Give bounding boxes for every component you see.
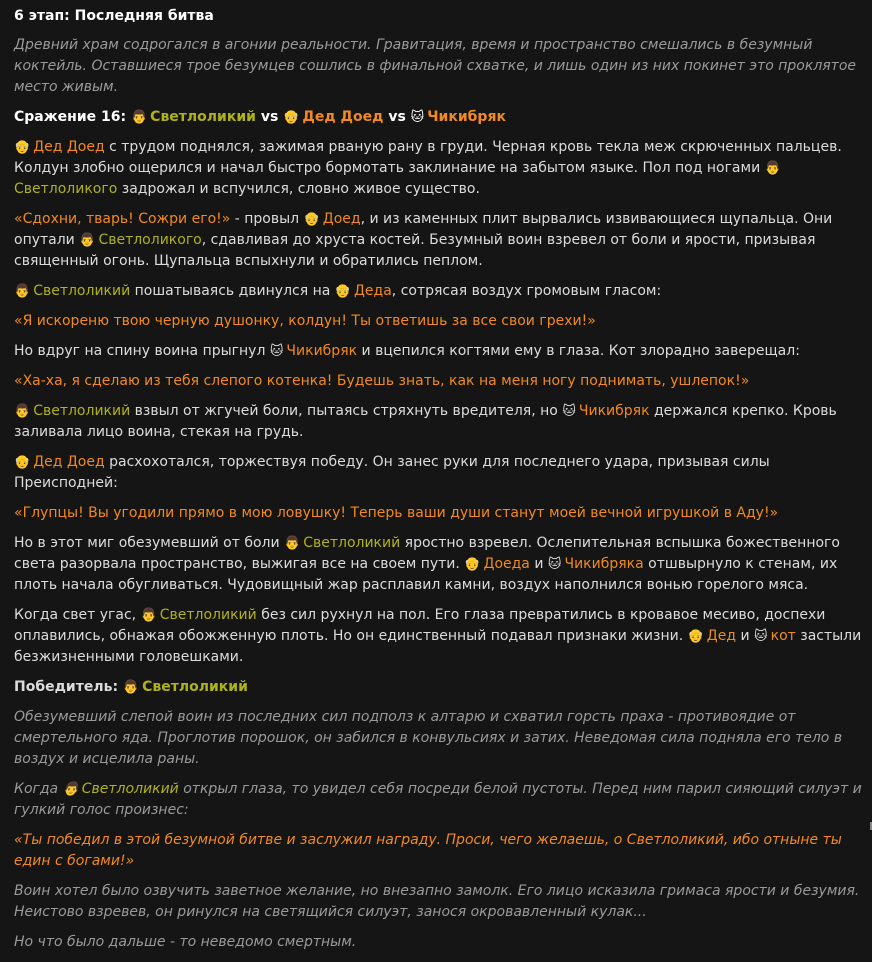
warrior-icon: 👨 [79, 233, 96, 248]
story-text: без сил рухнул на пол. Его глаза превратились в кровавое месиво, доспехи оплавились, обнажая обожженную плоть. Но он единственный подавал признаки жизни. [14, 607, 826, 644]
fighter-svetlolikiy: Светлоликий [150, 109, 256, 125]
name-chikibryak: Чикибряк [578, 403, 650, 419]
warrior-icon: 👨 [14, 284, 31, 299]
story-paragraph-7 [14, 533, 864, 596]
story-text: Но вдруг на спину воина прыгнул [14, 343, 266, 359]
name-svetlolikiy: Светлоликий [303, 535, 401, 551]
warrior-icon: 👨 [62, 782, 79, 797]
old-man-icon: 👴 [464, 557, 481, 572]
stage-title: 6 этап: Последняя битва [14, 8, 214, 24]
speech-cat: «Ха-ха, я сделаю из тебя слепого котенка! Будешь знать, как на меня ногу поднимать, ушлепок!» [14, 373, 750, 389]
battle-header [14, 107, 864, 128]
story-paragraph-3 [14, 281, 864, 302]
old-man-icon: 👴 [14, 455, 31, 470]
name-doeda: Доеда [483, 556, 530, 572]
warrior-icon: 👨 [130, 110, 148, 125]
story-text: взвыл от жгучей боли, пытаясь стряхнуть вредителя, но [134, 403, 558, 419]
story-text: и [740, 628, 750, 644]
warrior-icon: 👨 [140, 608, 157, 623]
story-text: и [534, 556, 544, 572]
name-kot: кот [770, 628, 796, 644]
winner-name: Светлоликий [142, 679, 248, 695]
vs-text: vs [260, 109, 279, 125]
intro-text: Древний храм содрогался в агонии реальности. Гравитация, время и пространство смешались в безумный коктейль. Оставшиеся трое безумцев сошлись в финальной схватке, и лишь один из них покинет это проклятое место живым. [14, 37, 857, 95]
epilogue-4: Но что было дальше - то неведомо смертным. [14, 934, 357, 950]
name-svetlolikiy: Светлоликого [14, 181, 118, 197]
story-text: застыли безжизненными головешками. [14, 628, 862, 665]
old-man-icon: 👴 [283, 110, 300, 125]
speech-wizard: «Глупцы! Вы угодили прямо в мою ловушку! Теперь ваши души станут моей вечной игрушкой в Аду!» [14, 505, 779, 521]
warrior-icon: 👨 [284, 536, 301, 551]
cat-icon: 🐱 [547, 557, 562, 572]
epilogue-3: Воин хотел было озвучить заветное желание, но внезапно замолк. Его лицо исказила гримаса ярости и безумия. Неистово взревев, он ринулся на светящийся силуэт, занося окровавленный кулак... [14, 883, 860, 920]
story-paragraph-1 [14, 137, 864, 200]
old-man-icon: 👴 [334, 284, 351, 299]
fighter-ded-doed: Дед Доед [302, 109, 384, 125]
story-paragraph-4 [14, 341, 864, 362]
warrior-icon: 👨 [122, 680, 140, 695]
story-text: , сотрясая воздух громовым гласом: [391, 283, 662, 299]
name-doed: Доед [322, 211, 361, 227]
story-paragraph-5 [14, 401, 864, 443]
name-svetlolikiy: Светлоликий [159, 607, 257, 623]
warrior-icon: 👨 [764, 161, 781, 176]
story-text: , и из каменных плит вырвались извивающиеся щупальца. Они опутали [14, 211, 833, 248]
story-paragraph-8 [14, 605, 864, 668]
epilogue-1: Обезумевший слепой воин из последних сил подполз к алтарю и схватил горсть праха - противоядие от смертельного яда. Проглотив порошок, он забился в конвульсиях и затих. Неведомая сила подняла его тело в воздух и исцелила раны. [14, 709, 843, 767]
name-ded: Дед [706, 628, 737, 644]
story-text: Но в этот миг обезумевший от боли [14, 535, 280, 551]
story-text: с трудом поднялся, зажимая рваную рану в груди. Черная кровь текла меж скрюченных пальцев. Колдун злобно ощерился и начал быстро бормотать заклинание на забытом языке. Пол под ногами [14, 139, 842, 176]
chat-message [14, 6, 864, 962]
old-man-icon: 👴 [303, 212, 320, 227]
story-text: открыл глаза, то увидел себя посреди белой пустоты. Перед ним парил сияющий силуэт и гулкий голос произнес: [14, 781, 862, 818]
name-svetlolikiy: Светлоликого [98, 232, 202, 248]
story-text: яростно взревел. Ослепительная вспышка божественного света разорвала пространство, выжигая все на своем пути. [14, 535, 840, 572]
name-chikibryak: Чикибряк [286, 343, 358, 359]
story-text: Когда свет угас, [14, 607, 137, 623]
old-man-icon: 👴 [687, 629, 704, 644]
story-text: и вцепился когтями ему в глаза. Кот злорадно заверещал: [361, 343, 800, 359]
vs-text: vs [388, 109, 406, 125]
name-ded-doed: Дед Доед [33, 139, 105, 155]
story-paragraph-2 [14, 209, 864, 272]
story-text: пошатываясь двинулся на [134, 283, 331, 299]
name-deda: Деда [353, 283, 392, 299]
story-text: держался крепко. Кровь заливала лицо воина, стекая на грудь. [14, 403, 837, 440]
cat-icon: 🐱 [562, 404, 576, 419]
warrior-icon: 👨 [14, 404, 31, 419]
story-paragraph-6 [14, 452, 864, 494]
epilogue-2 [14, 779, 864, 821]
name-chikibryaka: Чикибряка [564, 556, 644, 572]
battle-label: Сражение 16: [14, 109, 127, 125]
fighter-chikibryak: Чикибряк [427, 109, 506, 125]
speech-quote: «Сдохни, тварь! Сожри его!» [14, 211, 231, 227]
name-ded-doed: Дед Доед [33, 454, 105, 470]
name-svetlolikiy: Светлоликий [33, 283, 131, 299]
name-svetlolikiy: Светлоликий [33, 403, 131, 419]
story-text: - провыл [234, 211, 300, 227]
story-text: задрожал и вспучился, словно живое существо. [121, 181, 480, 197]
speech-warrior: «Я искореню твою черную душонку, колдун! Ты ответишь за все свои грехи!» [14, 313, 596, 329]
winner-label: Победитель: [14, 679, 119, 695]
name-svetlolikiy: Светлоликий [81, 781, 179, 797]
cat-icon: 🐱 [410, 110, 425, 125]
story-text: , сдавливая до хруста костей. Безумный воин взревел от боли и ярости, призывая священный огонь. Щупальца вспыхнули и обратились пеплом. [14, 232, 816, 269]
speech-deity: «Ты победил в этой безумной битве и заслужил награду. Проси, чего желаешь, о Светлоликий, ибо отныне ты един с богами!» [14, 832, 842, 869]
story-text: Когда [14, 781, 59, 797]
story-text: отшвырнуло к стенам, их плоть начала обугливаться. Чудовищный жар расплавил камни, воздух наполнился вонью горелого мяса. [14, 556, 838, 593]
story-text: расхохотался, торжествуя победу. Он занес руки для последнего удара, призывая силы Преисподней: [14, 454, 770, 491]
old-man-icon: 👴 [14, 140, 31, 155]
cat-icon: 🐱 [269, 344, 284, 359]
winner-line [14, 677, 864, 698]
cat-icon: 🐱 [754, 629, 768, 644]
